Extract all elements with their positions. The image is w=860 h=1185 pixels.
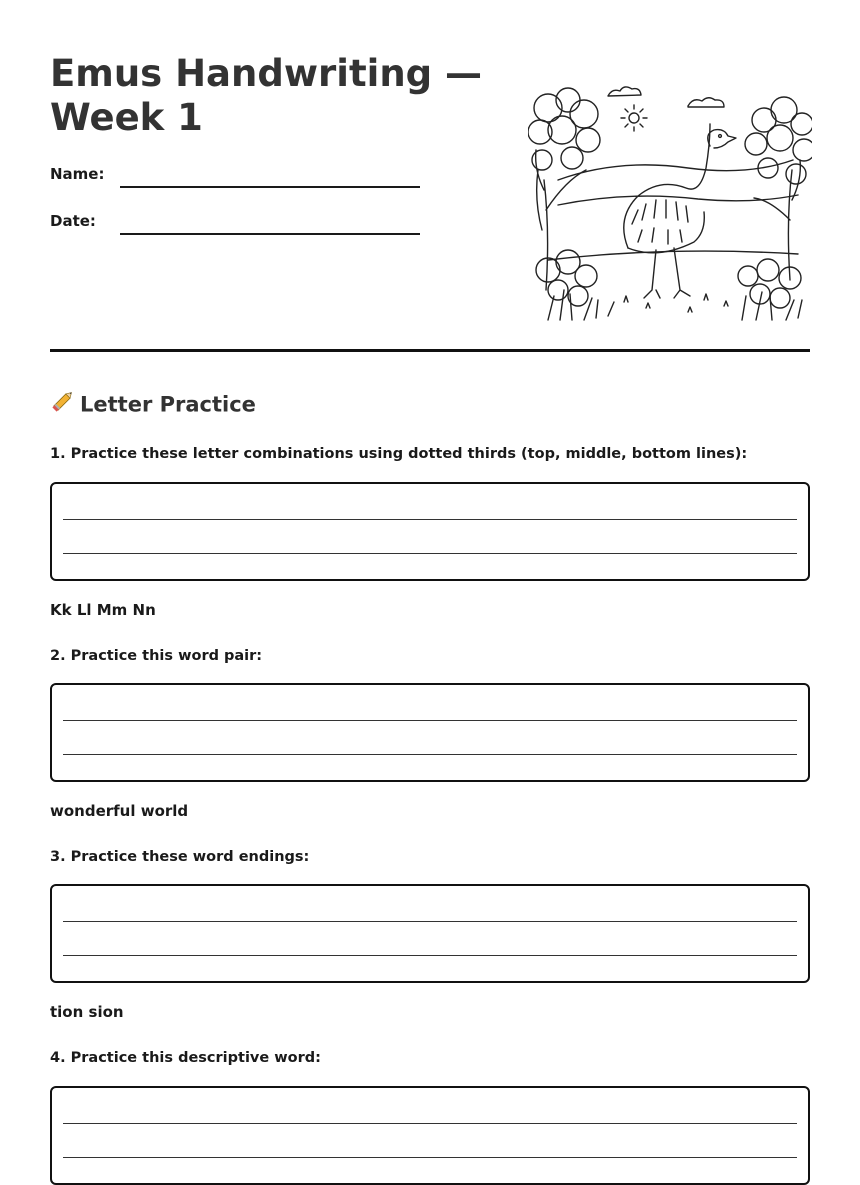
title-line-2: Week 1	[50, 96, 203, 139]
exercise-1-practice-text: Kk Ll Mm Nn	[50, 601, 156, 619]
writing-line	[63, 1123, 797, 1124]
exercise-4-label: 4. Practice this descriptive word:	[50, 1050, 321, 1066]
exercise-1-label: 1. Practice these letter combinations using dotted thirds (top, middle, bottom lines):	[50, 446, 748, 462]
exercise-3-label: 3. Practice these word endings:	[50, 849, 310, 865]
pencil-icon	[50, 388, 80, 423]
worksheet-header	[50, 52, 810, 342]
writing-line	[63, 553, 797, 554]
title-line-1: Emus Handwriting —	[50, 52, 483, 95]
section-heading	[50, 388, 256, 423]
exercise-3-practice-text: tion sion	[50, 1003, 124, 1021]
exercise-3-writing-box[interactable]	[50, 884, 810, 983]
exercise-1-writing-box[interactable]	[50, 482, 810, 581]
date-writing-line[interactable]	[120, 233, 420, 235]
date-field[interactable]	[50, 211, 420, 235]
name-field[interactable]	[50, 164, 420, 188]
exercise-2-label: 2. Practice this word pair:	[50, 648, 263, 664]
section-title-text: Letter Practice	[80, 392, 256, 417]
exercise-2-practice-text: wonderful world	[50, 802, 189, 820]
date-label: Date:	[50, 212, 96, 230]
worksheet-title	[50, 52, 510, 140]
name-writing-line[interactable]	[120, 186, 420, 188]
writing-line	[63, 720, 797, 721]
writing-line	[63, 754, 797, 755]
writing-line	[63, 955, 797, 956]
exercise-2-writing-box[interactable]	[50, 683, 810, 782]
writing-line	[63, 921, 797, 922]
name-label: Name:	[50, 165, 105, 183]
writing-line	[63, 519, 797, 520]
emu-landscape-illustration	[528, 80, 812, 328]
writing-line	[63, 1157, 797, 1158]
header-divider	[50, 349, 810, 352]
exercise-4-writing-box[interactable]	[50, 1086, 810, 1185]
